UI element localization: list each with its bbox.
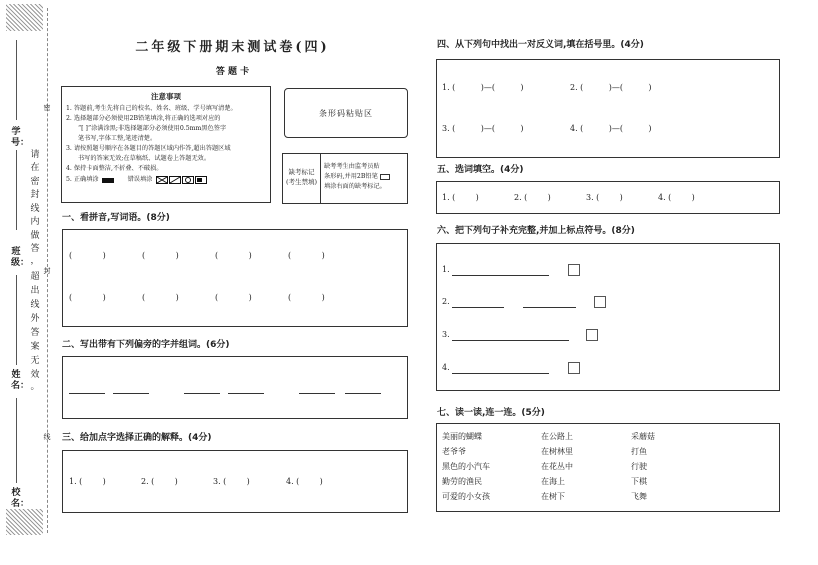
q6-punct-box[interactable] xyxy=(594,296,606,308)
q2-answer-box xyxy=(62,356,408,419)
class-line xyxy=(16,275,17,365)
corner-pattern-bottom xyxy=(6,509,43,535)
q4-title: 四、从下列句中找出一对反义词,填在括号里。(4分) xyxy=(437,40,644,50)
wrong-fill-marks xyxy=(156,176,207,184)
wrong-fill-label: 错误填涂 xyxy=(127,176,153,183)
warning-char: 封 xyxy=(30,190,40,200)
q5-blank[interactable]: 3. ( ) xyxy=(586,193,623,202)
wrong-mark-icon xyxy=(195,176,207,184)
warning-char: 答 xyxy=(30,244,40,254)
notice-item: 笔书写,字体工整,笔迹清楚。 xyxy=(78,135,157,142)
warning-char: 做 xyxy=(30,231,40,241)
q7-action[interactable]: 采蘑菇 xyxy=(631,432,655,441)
q2-blank[interactable] xyxy=(299,393,335,394)
absent-line: 条形码,并用2B铅笔 xyxy=(324,173,378,180)
q5-title: 五、选词填空。(4分) xyxy=(437,165,524,175)
q5-blank[interactable]: 4. ( ) xyxy=(658,193,695,202)
seal-mi: 密 xyxy=(43,104,51,112)
name-label: 姓名： xyxy=(11,370,30,391)
warning-char: 内 xyxy=(30,217,40,227)
wrong-mark-icon xyxy=(182,176,194,184)
q4-blank[interactable]: 3. ( )—( ) xyxy=(442,124,524,133)
warning-char: 密 xyxy=(30,177,40,187)
q3-blank[interactable]: 4. ( ) xyxy=(286,477,323,486)
warning-char: 出 xyxy=(30,286,40,296)
q7-place[interactable]: 在树下 xyxy=(541,492,565,501)
warning-char: 外 xyxy=(30,314,40,324)
q1-blank[interactable]: ( ) xyxy=(142,293,179,302)
notice-item: 4. 保持卡面整洁,不折叠、不破损。 xyxy=(66,165,163,172)
q6-title: 六、把下列句子补充完整,并加上标点符号。(8分) xyxy=(437,226,635,236)
q2-blank[interactable] xyxy=(69,393,105,394)
q2-blank[interactable] xyxy=(345,393,381,394)
q6-blank[interactable] xyxy=(452,307,504,308)
q4-answer-box xyxy=(436,59,780,158)
wrong-mark-icon xyxy=(156,176,168,184)
q5-answer-box xyxy=(436,181,780,214)
corner-pattern-top xyxy=(6,4,43,31)
q1-blank[interactable]: ( ) xyxy=(215,293,252,302)
q6-punct-box[interactable] xyxy=(568,362,580,374)
q6-number: 3. xyxy=(442,330,450,339)
q7-subject[interactable]: 可爱的小女孩 xyxy=(442,492,490,501)
page-subtitle: 答 题 卡 xyxy=(215,67,250,77)
q7-answer-box xyxy=(436,423,780,512)
q7-column-places xyxy=(541,429,573,504)
q7-action[interactable]: 飞舞 xyxy=(631,492,647,501)
q6-punct-box[interactable] xyxy=(586,329,598,341)
q5-blank[interactable]: 1. ( ) xyxy=(442,193,479,202)
q7-action[interactable]: 下棋 xyxy=(631,477,647,486)
notice-heading: 注意事项 xyxy=(151,92,181,101)
student-id-line xyxy=(16,40,17,120)
warning-char: ， xyxy=(30,256,40,266)
page-title: 二年级下册期末测试卷(四) xyxy=(135,40,330,55)
q7-column-actions xyxy=(631,429,655,504)
q7-subject[interactable]: 勤劳的渔民 xyxy=(442,477,482,486)
q7-column-subjects xyxy=(442,429,490,504)
q1-blank[interactable]: ( ) xyxy=(288,251,325,260)
q4-blank[interactable]: 4. ( )—( ) xyxy=(570,124,652,133)
student-id-line-2 xyxy=(16,150,17,230)
student-id-label: 学号： xyxy=(11,127,30,148)
q7-subject[interactable]: 美丽的蝴蝶 xyxy=(442,432,482,441)
q7-subject[interactable]: 老爷爷 xyxy=(442,447,466,456)
absent-subtitle: (考生禁填) xyxy=(285,178,318,186)
absent-box xyxy=(282,153,408,204)
q6-blank[interactable] xyxy=(452,373,549,374)
q6-number: 4. xyxy=(442,363,450,372)
warning-char: 。 xyxy=(30,382,40,392)
correct-fill-mark xyxy=(102,178,114,183)
warning-char: 无 xyxy=(30,356,40,366)
q2-title: 二、写出带有下列偏旁的字并组词。(6分) xyxy=(62,340,230,350)
q7-action[interactable]: 行驶 xyxy=(631,462,647,471)
absent-title: 缺考标记 xyxy=(288,168,315,176)
q7-title: 七、读一读,连一连。(5分) xyxy=(437,408,545,418)
q3-answer-box xyxy=(62,450,408,513)
wrong-mark-icon xyxy=(169,176,181,184)
q7-place[interactable]: 在海上 xyxy=(541,477,565,486)
q7-action[interactable]: 打鱼 xyxy=(631,447,647,456)
q1-blank[interactable]: ( ) xyxy=(288,293,325,302)
q1-blank[interactable]: ( ) xyxy=(215,251,252,260)
seal-feng: 封 xyxy=(43,267,51,275)
q6-blank[interactable] xyxy=(452,340,569,341)
notice-box xyxy=(61,86,271,203)
q6-answer-box xyxy=(436,243,780,391)
q1-blank[interactable]: ( ) xyxy=(142,251,179,260)
q4-blank[interactable]: 1. ( )—( ) xyxy=(442,83,524,92)
warning-char: 超 xyxy=(30,272,40,282)
absent-line: 缺考考生由监考员贴 xyxy=(324,163,380,170)
warning-char: 请 xyxy=(30,150,40,160)
q2-blank[interactable] xyxy=(113,393,149,394)
q1-answer-box xyxy=(62,229,408,327)
warning-char: 案 xyxy=(30,342,40,352)
q6-number: 2. xyxy=(442,297,450,306)
q3-blank[interactable]: 2. ( ) xyxy=(141,477,178,486)
q7-place[interactable]: 在花丛中 xyxy=(541,462,573,471)
absent-line: 填涂右面的缺考标记。 xyxy=(324,183,386,190)
q6-blank[interactable] xyxy=(452,275,549,276)
q7-subject[interactable]: 黑色的小汽车 xyxy=(442,462,490,471)
q2-blank[interactable] xyxy=(184,393,220,394)
q7-place[interactable]: 在树林里 xyxy=(541,447,573,456)
q6-blank[interactable] xyxy=(523,307,576,308)
q6-number: 1. xyxy=(442,265,450,274)
notice-item: 书写的答案无效;在草稿纸、试题卷上答题无效。 xyxy=(78,155,211,162)
q1-blank[interactable]: ( ) xyxy=(69,251,106,260)
barcode-label: 条形码粘贴区 xyxy=(319,109,373,118)
q1-blank[interactable]: ( ) xyxy=(69,293,106,302)
name-line xyxy=(16,398,17,483)
q3-blank[interactable]: 1. ( ) xyxy=(69,477,106,486)
barcode-area xyxy=(284,88,408,138)
warning-char: 线 xyxy=(30,204,40,214)
q5-blank[interactable]: 2. ( ) xyxy=(514,193,551,202)
seal-xian: 线 xyxy=(43,433,51,441)
notice-item: 3. 请按照题号顺序在各题目的答题区域内作答,超出答题区域 xyxy=(66,145,231,152)
school-label: 校名： xyxy=(11,488,30,509)
q3-blank[interactable]: 3. ( ) xyxy=(213,477,250,486)
q2-blank[interactable] xyxy=(228,393,264,394)
absent-divider xyxy=(320,154,321,203)
q1-title: 一、看拼音,写词语。(8分) xyxy=(62,213,170,223)
q4-blank[interactable]: 2. ( )—( ) xyxy=(570,83,652,92)
warning-char: 答 xyxy=(30,328,40,338)
q3-title: 三、给加点字选择正确的解释。(4分) xyxy=(62,433,212,443)
notice-item: 2. 选择题部分必须使用2B铅笔填涂,将正确的选项对应的 xyxy=(66,115,221,122)
notice-item: 1. 答题前,考生先将自己的校名、姓名、班级、学号填写清楚。 xyxy=(66,105,237,112)
notice-item: “[ ]”涂满涂黑;非选择题部分必须使用0.5mm黑色签字 xyxy=(78,125,227,132)
q6-punct-box[interactable] xyxy=(568,264,580,276)
warning-char: 在 xyxy=(30,163,40,173)
class-label: 班级： xyxy=(11,247,30,268)
correct-fill-label: 5. 正确填涂 xyxy=(66,176,99,183)
absent-mark-box[interactable] xyxy=(380,174,390,180)
warning-char: 线 xyxy=(30,300,40,310)
warning-char: 效 xyxy=(30,370,40,380)
q7-place[interactable]: 在公路上 xyxy=(541,432,573,441)
